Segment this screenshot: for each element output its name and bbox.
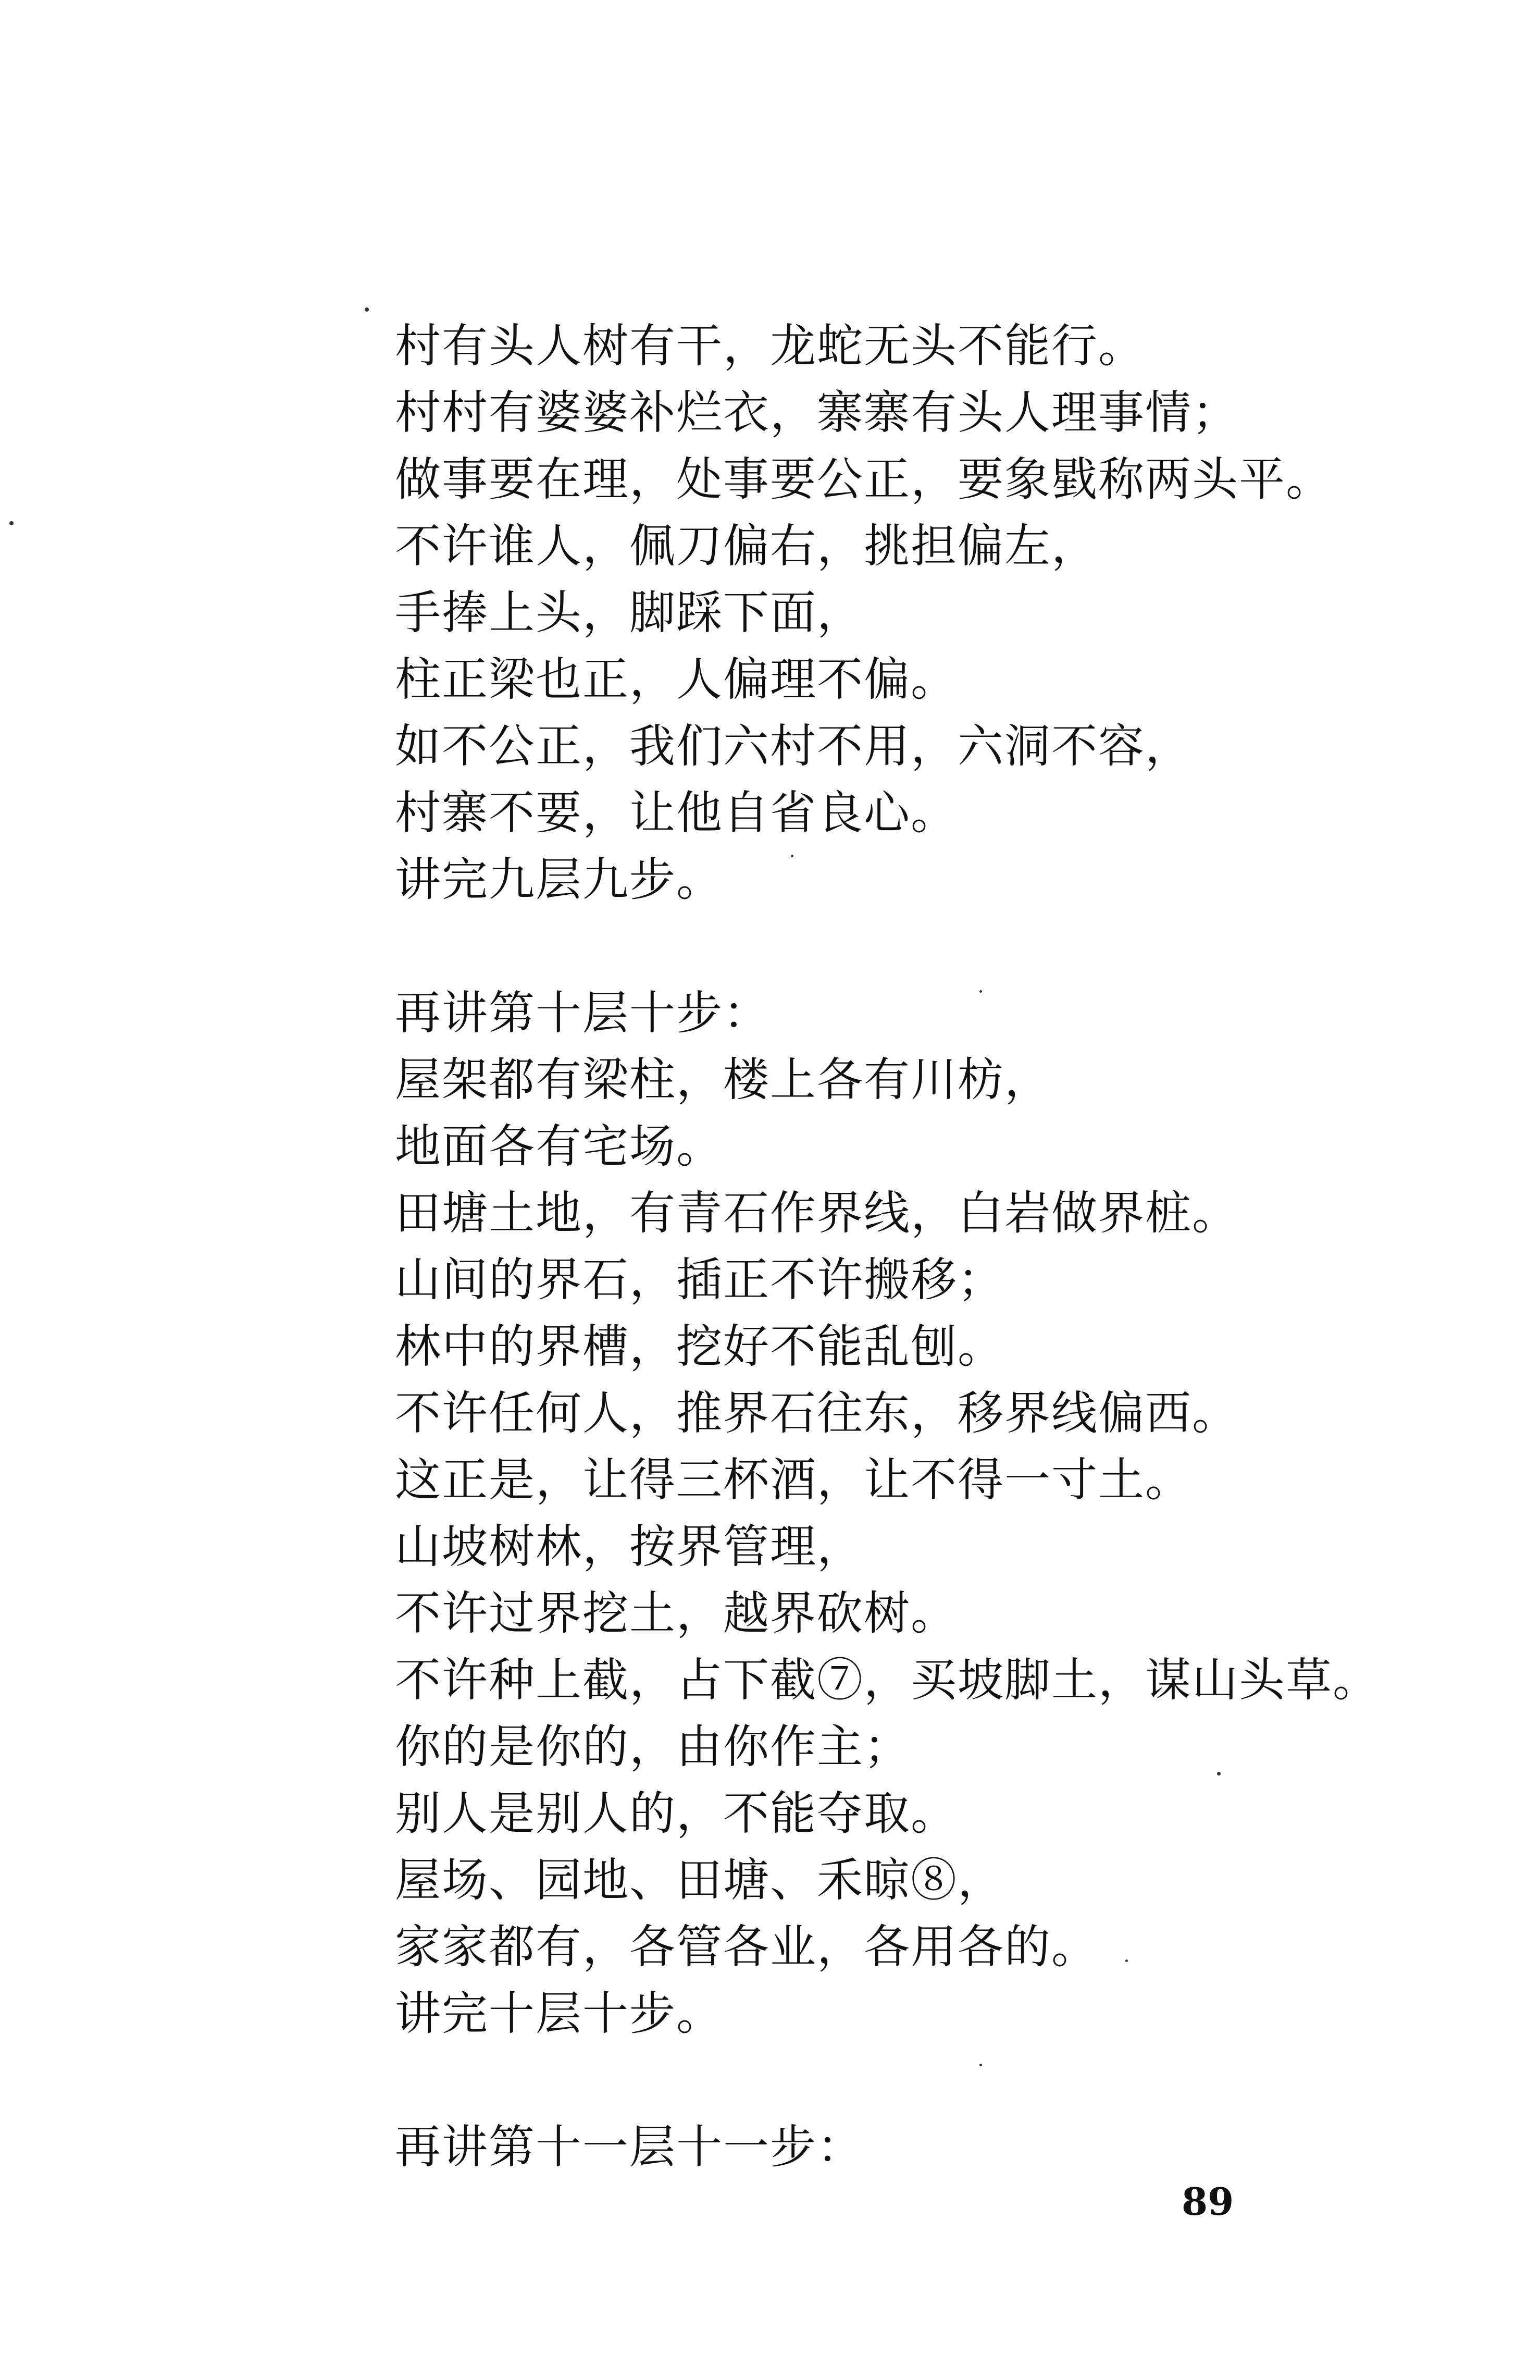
text-line: 村有头人树有干，龙蛇无头不能行。 <box>395 319 1146 373</box>
page-number: 89 <box>1182 2179 1234 2224</box>
section-heading: 再讲第十一层十一步： <box>395 2120 864 2174</box>
text-line: 不许过界挖土，越界砍树。 <box>395 1586 958 1640</box>
text-line: 手捧上头，脚踩下面， <box>395 586 864 639</box>
section-nine-steps <box>395 313 1489 913</box>
text-line: 村寨不要，让他自省良心。 <box>395 786 958 840</box>
text-line: 柱正梁也正，人偏理不偏。 <box>395 652 958 706</box>
section-heading: 再讲第十层十步： <box>395 986 771 1040</box>
section-eleven-steps <box>395 2114 1489 2180</box>
text-line: 田塘土地，有青石作界线，白岩做界桩。 <box>395 1186 1239 1240</box>
text-line: 屋场、园地、田塘、禾晾⑧， <box>395 1853 1005 1907</box>
scan-speck <box>979 2064 982 2066</box>
text-line: 别人是别人的，不能夺取。 <box>395 1786 958 1840</box>
text-line: 不许谁人，佩刀偏右，挑担偏左， <box>395 519 1099 573</box>
scan-speck <box>1217 1772 1221 1775</box>
text-line: 山坡树林，按界管理， <box>395 1520 864 1573</box>
stanza-gap <box>395 2047 1489 2114</box>
scan-speck <box>9 521 14 525</box>
text-line: 这正是，让得三杯酒，让不得一寸土。 <box>395 1453 1193 1507</box>
scan-speck <box>365 307 369 312</box>
scan-speck <box>1125 1959 1128 1962</box>
text-line: 屋架都有梁柱，楼上各有川枋， <box>395 1053 1052 1106</box>
text-line: 讲完九层九步。 <box>395 853 724 906</box>
text-line: 讲完十层十步。 <box>395 1987 724 2040</box>
text-line: 不许任何人，推界石往东，移界线偏西。 <box>395 1386 1239 1440</box>
text-line: 地面各有宅场。 <box>395 1119 724 1173</box>
text-line: 做事要在理，处事要公正，要象戥称两头平。 <box>395 452 1333 506</box>
text-line: 山间的界石，插正不许搬移； <box>395 1253 1005 1306</box>
body-text <box>395 313 1489 2180</box>
text-line: 林中的界槽，挖好不能乱刨。 <box>395 1320 1005 1373</box>
scan-speck <box>791 855 793 857</box>
scan-speck <box>979 990 982 993</box>
stanza-gap <box>395 913 1489 980</box>
text-line: 你的是你的，由你作主； <box>395 1720 911 1773</box>
text-line: 村村有婆婆补烂衣，寨寨有头人理事情； <box>395 386 1239 439</box>
section-ten-steps <box>395 980 1489 2047</box>
text-line: 不许种上截，占下截⑦，买坡脚土，谋山头草。 <box>395 1653 1380 1707</box>
text-line: 如不公正，我们六村不用，六洞不容， <box>395 719 1193 773</box>
text-line: 家家都有，各管各业，各用各的。 <box>395 1920 1099 1974</box>
